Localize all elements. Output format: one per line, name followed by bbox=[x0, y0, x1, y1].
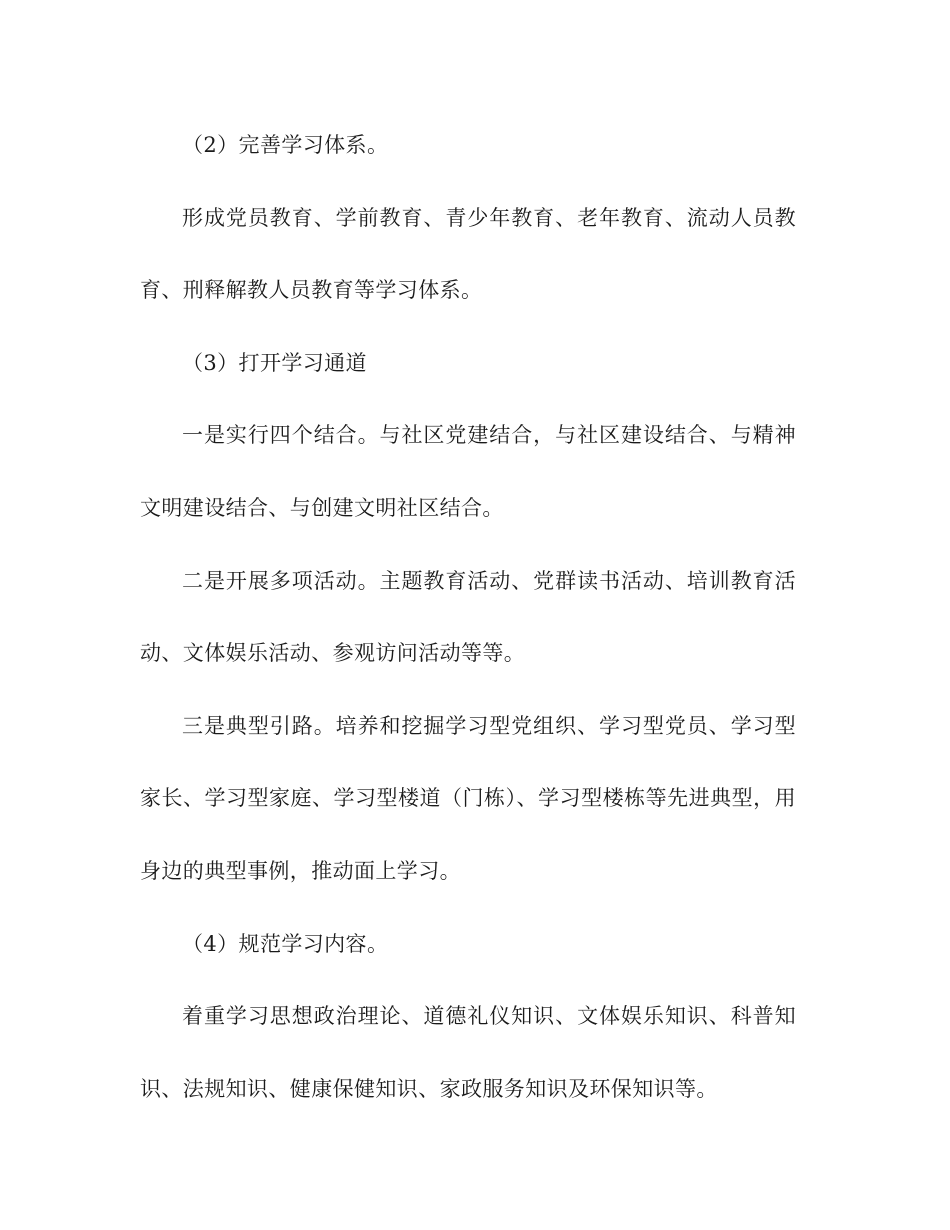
paragraph-multiple-activities: 二是开展多项活动。主题教育活动、党群读书活动、培训教育活动、文体娱乐活动、参观访问活动等等。 bbox=[140, 568, 796, 666]
paragraph-typical-models: 三是典型引路。培养和挖掘学习型党组织、学习型党员、学习型家长、学习型家庭、学习型楼道（门栋）、学习型楼栋等先进典型，用身边的典型事例，推动面上学习。 bbox=[140, 713, 796, 883]
paragraph-learning-system: 形成党员教育、学前教育、青少年教育、老年教育、流动人员教育、刑释解教人员教育等学习体系。 bbox=[140, 205, 796, 303]
heading-open-learning-channels: （3）打开学习通道 bbox=[182, 350, 367, 375]
paragraph-four-combinations: 一是实行四个结合。与社区党建结合，与社区建设结合、与精神文明建设结合、与创建文明社区结合。 bbox=[140, 423, 796, 520]
paragraph-learning-content: 着重学习思想政治理论、道德礼仪知识、文体娱乐知识、科普知识、法规知识、健康保健知识、家政服务知识及环保知识等。 bbox=[140, 1004, 796, 1101]
document-body bbox=[140, 109, 796, 1125]
heading-standardize-content: （4）规范学习内容。 bbox=[182, 931, 389, 956]
heading-improve-learning-system: （2）完善学习体系。 bbox=[182, 133, 389, 157]
